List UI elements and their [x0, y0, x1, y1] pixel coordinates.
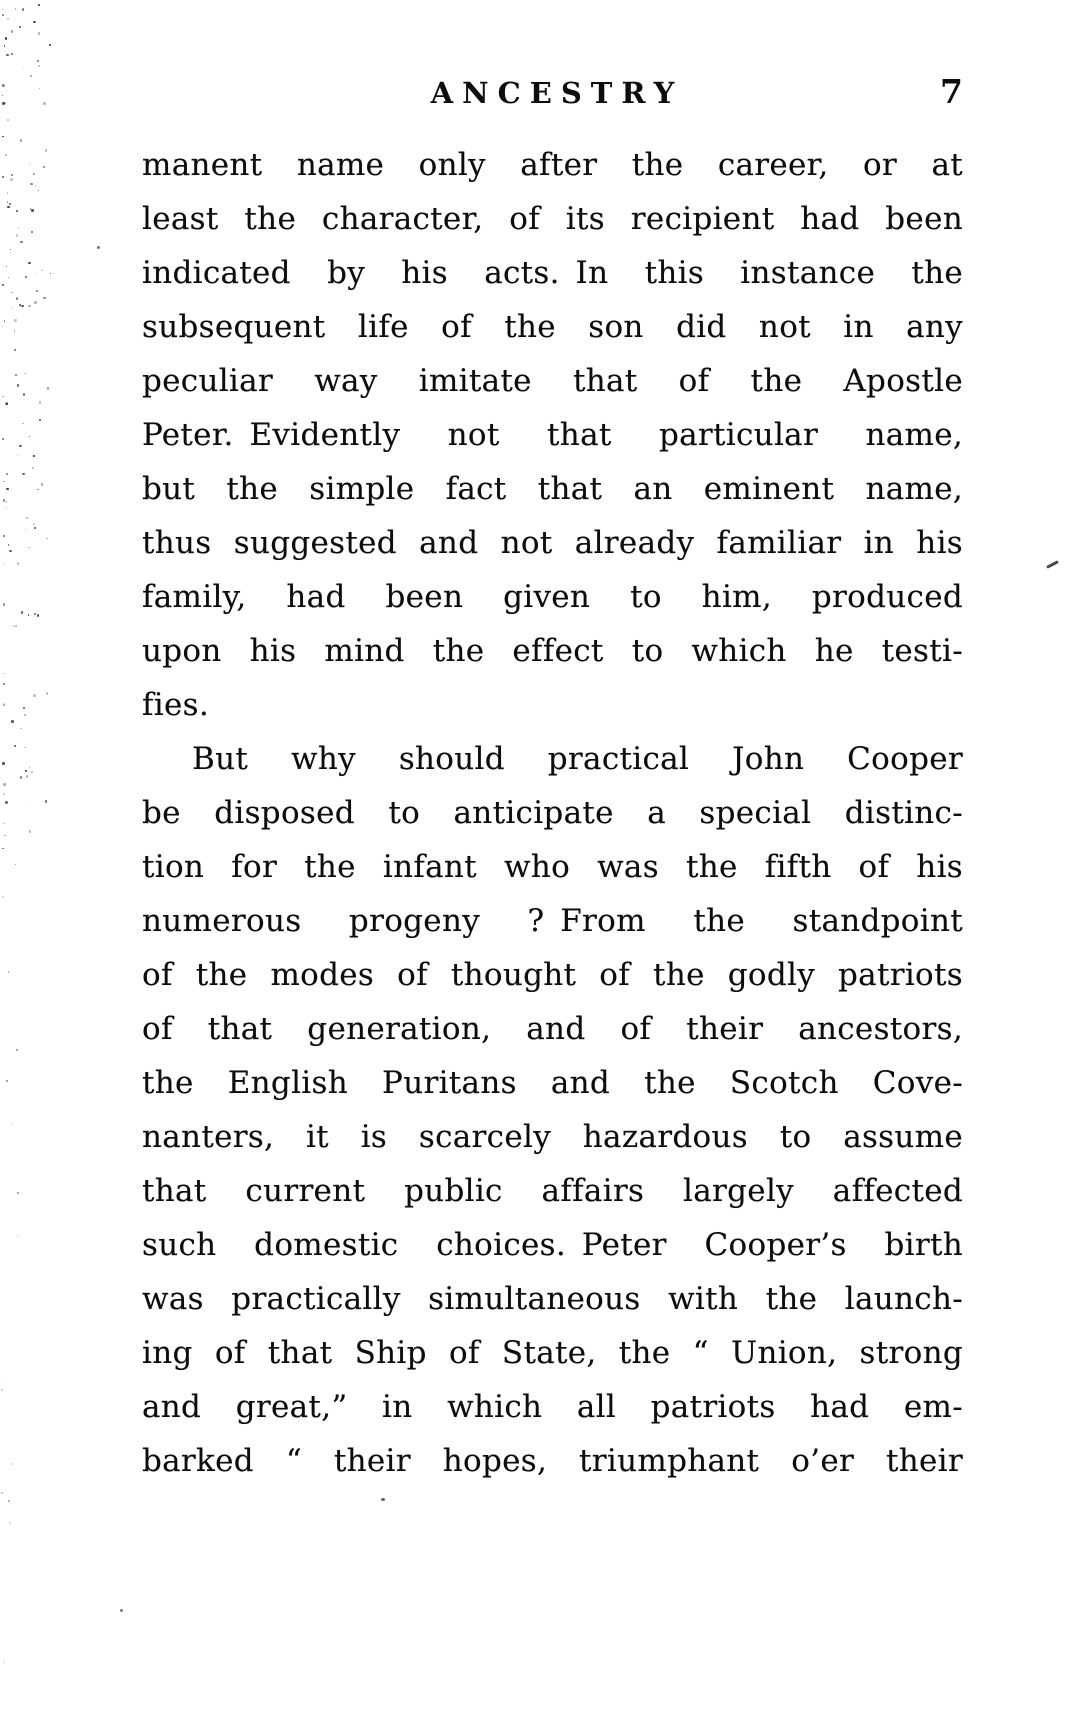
- text-line: Peter. Evidently not that particular name,: [142, 417, 963, 453]
- page-header-title: ANCESTRY: [430, 76, 684, 110]
- page-number: 7: [940, 72, 963, 111]
- text-line: and great,” in which all patriots had em-: [142, 1389, 963, 1425]
- text-line: manent name only after the career, or at: [142, 147, 963, 183]
- text-line: barked “ their hopes, triumphant o’er their: [142, 1443, 963, 1479]
- text-line: that current public affairs largely affected: [142, 1173, 963, 1209]
- text-line: of the modes of thought of the godly patriots: [142, 957, 963, 993]
- text-line: thus suggested and not already familiar in his: [142, 525, 963, 561]
- text-line: numerous progeny ? From the standpoint: [142, 903, 963, 939]
- text-line: such domestic choices. Peter Cooper’s birth: [142, 1227, 963, 1263]
- scan-noise: [0, 0, 70, 1711]
- running-head: [142, 72, 963, 118]
- ink-speck: [120, 1609, 123, 1612]
- text-line: peculiar way imitate that of the Apostle: [142, 363, 963, 399]
- text-line: subsequent life of the son did not in any: [142, 309, 963, 345]
- text-line: indicated by his acts. In this instance the: [142, 255, 963, 291]
- text-line: be disposed to anticipate a special distinc-: [142, 795, 963, 831]
- stray-mark: [1046, 560, 1059, 569]
- text-line: of that generation, and of their ancestors,: [142, 1011, 963, 1047]
- text-line: family, had been given to him, produced: [142, 579, 963, 615]
- ink-speck: [97, 246, 100, 249]
- text-line: But why should practical John Cooper: [192, 741, 963, 777]
- text-line: nanters, it is scarcely hazardous to assume: [142, 1119, 963, 1155]
- text-line: least the character, of its recipient had been: [142, 201, 963, 237]
- text-line: ing of that Ship of State, the “ Union, strong: [142, 1335, 963, 1371]
- text-line: was practically simultaneous with the launch-: [142, 1281, 963, 1317]
- text-line: the English Puritans and the Scotch Cove-: [142, 1065, 963, 1101]
- ink-speck: [381, 1498, 385, 1501]
- text-line: tion for the infant who was the fifth of his: [142, 849, 963, 885]
- text-line: fies.: [142, 687, 209, 723]
- text-line: upon his mind the effect to which he testi-: [142, 633, 963, 669]
- page-text: [142, 138, 963, 1488]
- text-line: but the simple fact that an eminent name,: [142, 471, 963, 507]
